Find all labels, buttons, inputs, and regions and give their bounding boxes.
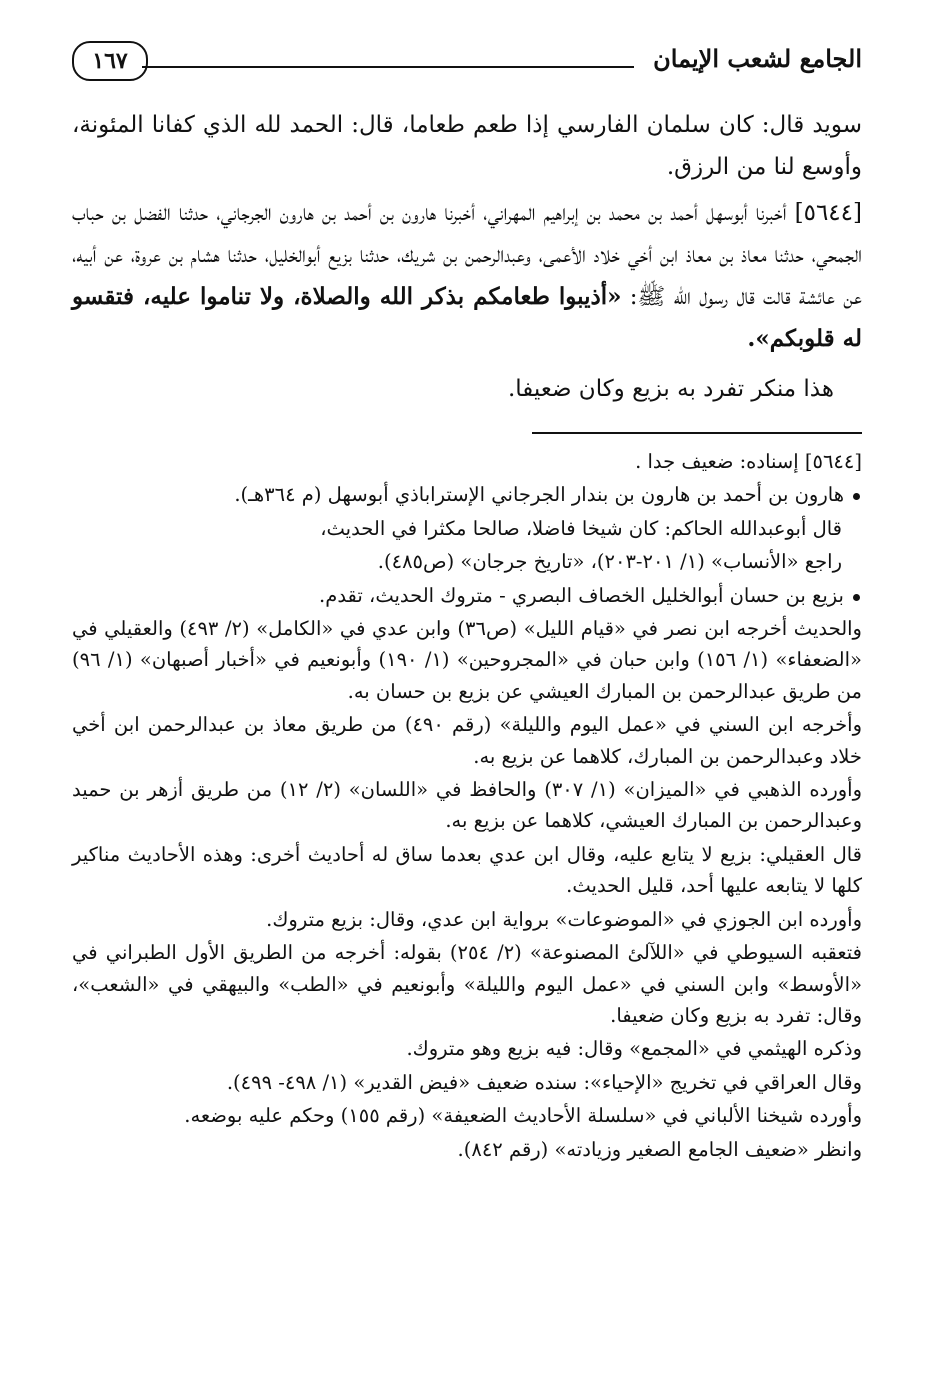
- footnote-takhrij-1: والحديث أخرجه ابن نصر في «قيام الليل» (ص٣٦) وابن عدي في «الكامل» (٢/ ٤٩٣) والعقيلي في «الضعفاء» (١/ ١٥٦) وابن حبان في «المجروحين» (١/ ١٩٠) وأبونعيم في «أخبار أصبهان» (١/ ٩٦) من طريق عبدالرحمن بن المبارك العيشي عن بزيع بن حسان به.: [72, 617, 862, 703]
- footnote-takhrij-3: وأورده الذهبي في «الميزان» (١/ ٣٠٧) والحافظ في «اللسان» (٢/ ١٢) من طريق أزهر بن حميد وعبدالرحمن بن المبارك العيشي، كلاهما عن بزيع به.: [72, 778, 862, 833]
- footnote-separator: [532, 432, 862, 434]
- author-comment: هذا منكر تفرد به بزيع وكان ضعيفا.: [507, 376, 834, 402]
- hadith-paragraph: [72, 192, 862, 360]
- hadith-number: [٥٦٤٤]: [794, 200, 862, 226]
- book-page: [72, 30, 862, 1350]
- footnote-haythami: وذكره الهيثمي في «المجمع» وقال: فيه بزيع وهو متروك.: [406, 1037, 862, 1061]
- footnote-narrator-bazi: بزيع بن حسان أبوالخليل الخصاف البصري - متروك الحديث، تقدم.: [72, 580, 862, 611]
- footnote-ibn-jawzi: وأورده ابن الجوزي في «الموضوعات» برواية ابن عدي، وقال: بزيع متروك.: [266, 907, 862, 931]
- running-title: الجامع لشعب الإيمان: [653, 44, 862, 73]
- footnote-suyuti: فتعقبه السيوطي في «اللآلئ المصنوعة» (٢/ ٢٥٤) بقوله: أخرجه من الطريق الأول الطبراني في «الأوسط» وابن السني في «عمل اليوم والليلة» وأبونعيم في «الطب» والبيهقي في «الشعب»، وقال: تفرد به بزيع وكان ضعيفا.: [72, 941, 862, 1027]
- footnote-uqayli: قال العقيلي: بزيع لا يتابع عليه، وقال ابن عدي بعدما ساق له أحاديث أخرى: وهذه الأحاديث مناكير كلها لا يتابعه عليها أحد، قليل الحديث.: [72, 842, 862, 898]
- footnote-grade: [٥٦٤٤] إسناده: ضعيف جدا .: [635, 450, 862, 473]
- footnotes: [72, 446, 862, 1165]
- footnote-hakim-quote: قال أبوعبدالله الحاكم: كان شيخا فاضلا، صالحا مكثرا في الحديث،: [320, 516, 842, 540]
- page-header: [72, 30, 862, 100]
- footnote-takhrij-2: وأخرجه ابن السني في «عمل اليوم والليلة» (رقم ٤٩٠) من طريق معاذ بن عبدالرحمن ابن أخي خلاد وعبدالرحمن بن المبارك، كلاهما عن بزيع به.: [72, 713, 862, 768]
- footnote-albani: وأورده شيخنا الألباني في «سلسلة الأحاديث الضعيفة» (رقم ١٥٥) وحكم عليه بوضعه.: [184, 1104, 862, 1128]
- paragraph-salman: سويد قال: كان سلمان الفارسي إذا طعم طعاما، قال: الحمد لله الذي كفانا المئونة، وأوسع لنا من الرزق.: [72, 112, 862, 180]
- footnote-references: راجع «الأنساب» (١/ ٢٠١-٢٠٣)، «تاريخ جرجان» (ص٤٨٥).: [377, 550, 842, 574]
- hadith-matn: «أذيبوا طعامكم بذكر الله والصلاة، ولا تناموا عليه، فتقسو له قلوبكم».: [72, 283, 862, 352]
- hadith-isnad: أخبرنا أبوسهل أحمد بن محمد بن إبراهيم المهراني، أخبرنا هارون بن أحمد بن هارون الجرجاني، حدثنا الفضل بن حباب الجمحي، حدثنا معاذ بن معاذ ابن أخي خلاد الأعمى، وعبدالرحمن بن شريك، حدثنا بزيع أبوالخليل، حدثنا هشام بن عروة، عن أبيه، عن عائشة قالت قال رسول الله ﷺ:: [72, 200, 862, 310]
- page-number: ١٦٧: [72, 41, 148, 81]
- main-text: [72, 104, 862, 410]
- footnote-iraqi: وقال العراقي في تخريج «الإحياء»: سنده ضعيف «فيض القدير» (١/ ٤٩٨- ٤٩٩).: [226, 1070, 862, 1094]
- footnote-see-also: وانظر «ضعيف الجامع الصغير وزيادته» (رقم ٨٤٢).: [457, 1137, 862, 1161]
- header-rule: [142, 66, 634, 68]
- footnote-narrator-harun: هارون بن أحمد بن هارون بن بندار الجرجاني الإستراباذي أبوسهل (م ٣٦٤هـ).: [72, 479, 862, 510]
